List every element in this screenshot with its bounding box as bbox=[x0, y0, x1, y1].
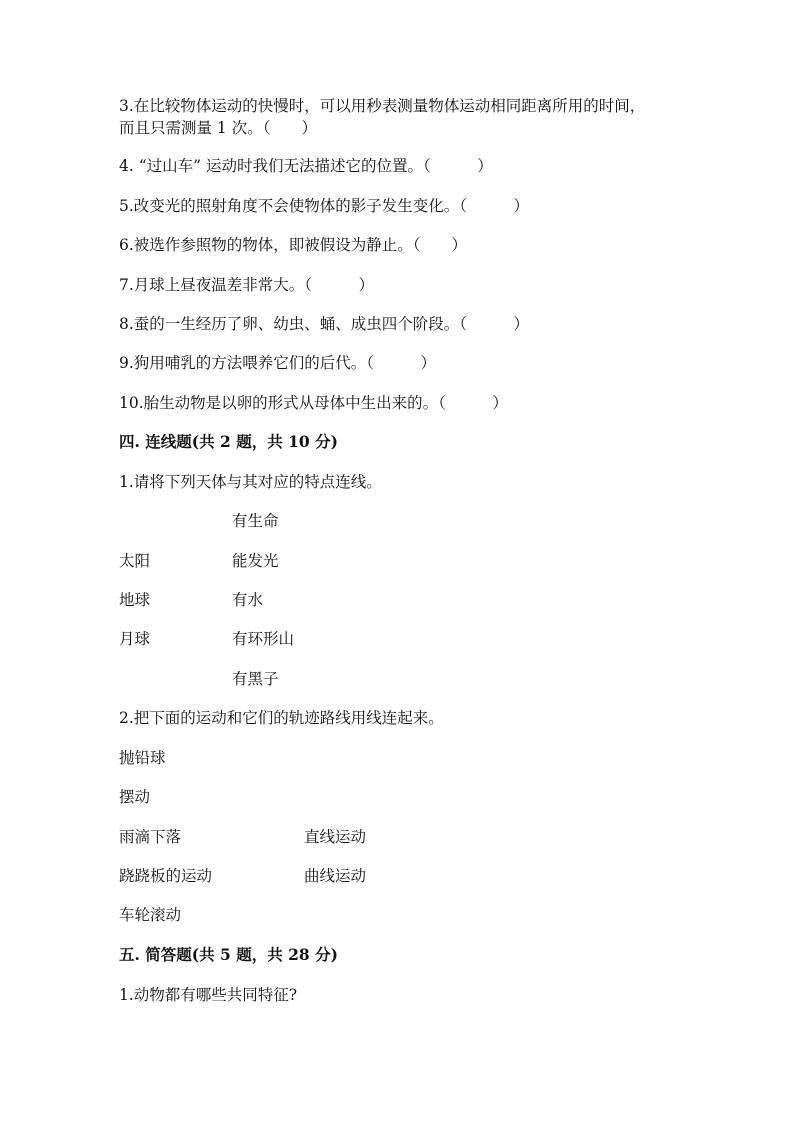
matching-q2-right-1: 直线运动 bbox=[304, 828, 367, 846]
matching-q2-prompt: 2.把下面的运动和它们的轨迹路线用线连起来。 bbox=[119, 709, 444, 727]
matching-q2-left-2: 摆动 bbox=[119, 788, 151, 806]
matching-q1-right-2: 能发光 bbox=[232, 552, 279, 570]
short-answer-q1: 1.动物都有哪些共同特征? bbox=[119, 986, 298, 1004]
matching-q2-left-1: 抛铅球 bbox=[119, 749, 166, 767]
tf-item-3-line2: 而且只需测量 1 次。（ ） bbox=[119, 119, 317, 137]
matching-q2-left-3: 雨滴下落 bbox=[119, 828, 182, 846]
tf-item-10: 10.胎生动物是以卵的形式从母体中生出来的。（ ） bbox=[119, 394, 508, 412]
tf-item-3-line1: 3.在比较物体运动的快慢时，可以用秒表测量物体运动相同距离所用的时间， bbox=[119, 97, 646, 115]
tf-item-5: 5.改变光的照射角度不会使物体的影子发生变化。（ ） bbox=[119, 197, 530, 215]
matching-q1-prompt: 1.请将下列天体与其对应的特点连线。 bbox=[119, 473, 382, 491]
matching-q2-left-4: 跷跷板的运动 bbox=[119, 867, 213, 885]
matching-q1-left-1: 太阳 bbox=[119, 552, 151, 570]
matching-q1-left-3: 月球 bbox=[119, 630, 151, 648]
matching-q1-left-2: 地球 bbox=[119, 591, 151, 609]
tf-item-8: 8.蚕的一生经历了卵、幼虫、蛹、成虫四个阶段。（ ） bbox=[119, 315, 530, 333]
tf-item-7: 7.月球上昼夜温差非常大。（ ） bbox=[119, 276, 375, 294]
section-heading-matching: 四. 连线题(共 2 题，共 10 分) bbox=[119, 432, 338, 451]
tf-item-6: 6.被选作参照物的物体，即被假设为静止。（ ） bbox=[119, 236, 468, 254]
matching-q1-right-1: 有生命 bbox=[232, 512, 279, 530]
matching-q1-right-3: 有水 bbox=[232, 591, 264, 609]
tf-item-9: 9.狗用哺乳的方法喂养它们的后代。（ ） bbox=[119, 354, 437, 372]
matching-q2-left-5: 车轮滚动 bbox=[119, 906, 182, 924]
matching-q1-right-4: 有环形山 bbox=[232, 630, 295, 648]
section-heading-short-answer: 五. 简答题(共 5 题，共 28 分) bbox=[119, 945, 338, 964]
matching-q2-right-2: 曲线运动 bbox=[304, 867, 367, 885]
matching-q1-right-5: 有黑子 bbox=[232, 670, 279, 688]
tf-item-4: 4. “过山车” 运动时我们无法描述它的位置。（ ） bbox=[119, 157, 493, 175]
